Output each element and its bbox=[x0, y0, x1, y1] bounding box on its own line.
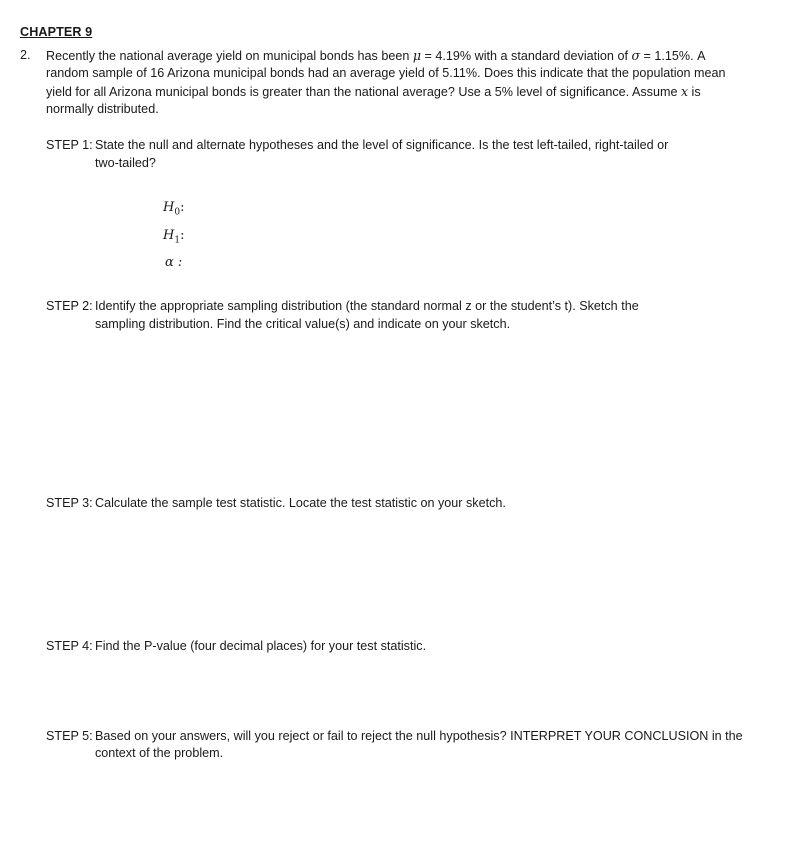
step-3-text-line-1: Calculate the sample test statistic. Locate the test statistic on your sketch. bbox=[95, 496, 506, 510]
question-text: yield for all Arizona municipal bonds is greater than the national average? Use a 5% level of significance. Assume bbox=[46, 85, 681, 99]
step-1-text-line-1: State the null and alternate hypotheses and the level of significance. Is the test left-tailed, right-tailed or bbox=[95, 138, 669, 152]
h1-letter: H bbox=[163, 228, 175, 243]
question-number: 2. bbox=[20, 48, 31, 62]
null-hypothesis-label bbox=[163, 200, 184, 218]
h0-subscript: 0 bbox=[174, 207, 181, 218]
question-line-1 bbox=[46, 48, 706, 63]
question-line-4: normally distributed. bbox=[46, 102, 159, 116]
alternate-hypothesis-label bbox=[163, 228, 184, 246]
chapter-title: CHAPTER 9 bbox=[20, 25, 93, 39]
step-4-text-line-1: Find the P-value (four decimal places) for your test statistic. bbox=[95, 639, 427, 653]
step-1-label: STEP 1: bbox=[46, 138, 93, 152]
alpha-label: α : bbox=[165, 255, 183, 270]
step-2-text-line-2: sampling distribution. Find the critical value(s) and indicate on your sketch. bbox=[95, 317, 511, 331]
question-text: = 1.15%. A bbox=[640, 49, 706, 63]
question-line-3 bbox=[46, 84, 701, 99]
sigma-symbol: σ bbox=[631, 48, 641, 63]
h0-colon: : bbox=[180, 200, 185, 215]
step-5-text-line-2: context of the problem. bbox=[95, 746, 224, 760]
step-4-label: STEP 4: bbox=[46, 639, 93, 653]
question-line-2: random sample of 16 Arizona municipal bonds had an average yield of 5.11%. Does this indicate that the population mean bbox=[46, 66, 726, 80]
h1-subscript: 1 bbox=[174, 235, 181, 246]
h1-colon: : bbox=[180, 228, 185, 243]
step-1-text-line-2: two-tailed? bbox=[95, 156, 156, 170]
h0-letter: H bbox=[163, 200, 175, 215]
x-symbol: x bbox=[680, 84, 689, 99]
step-3-label: STEP 3: bbox=[46, 496, 93, 510]
step-2-label: STEP 2: bbox=[46, 299, 93, 313]
question-text: is bbox=[688, 85, 701, 99]
question-text: = 4.19% with a standard deviation of bbox=[421, 49, 632, 63]
step-5-label: STEP 5: bbox=[46, 729, 93, 743]
mu-symbol: μ bbox=[412, 48, 422, 63]
step-5-text-line-1: Based on your answers, will you reject or fail to reject the null hypothesis? INTERPRET YOUR CONCLUSION in the bbox=[95, 729, 743, 743]
step-2-text-line-1: Identify the appropriate sampling distribution (the standard normal z or the student’s t). Sketch the bbox=[95, 299, 639, 313]
question-text: Recently the national average yield on municipal bonds has been bbox=[46, 49, 413, 63]
